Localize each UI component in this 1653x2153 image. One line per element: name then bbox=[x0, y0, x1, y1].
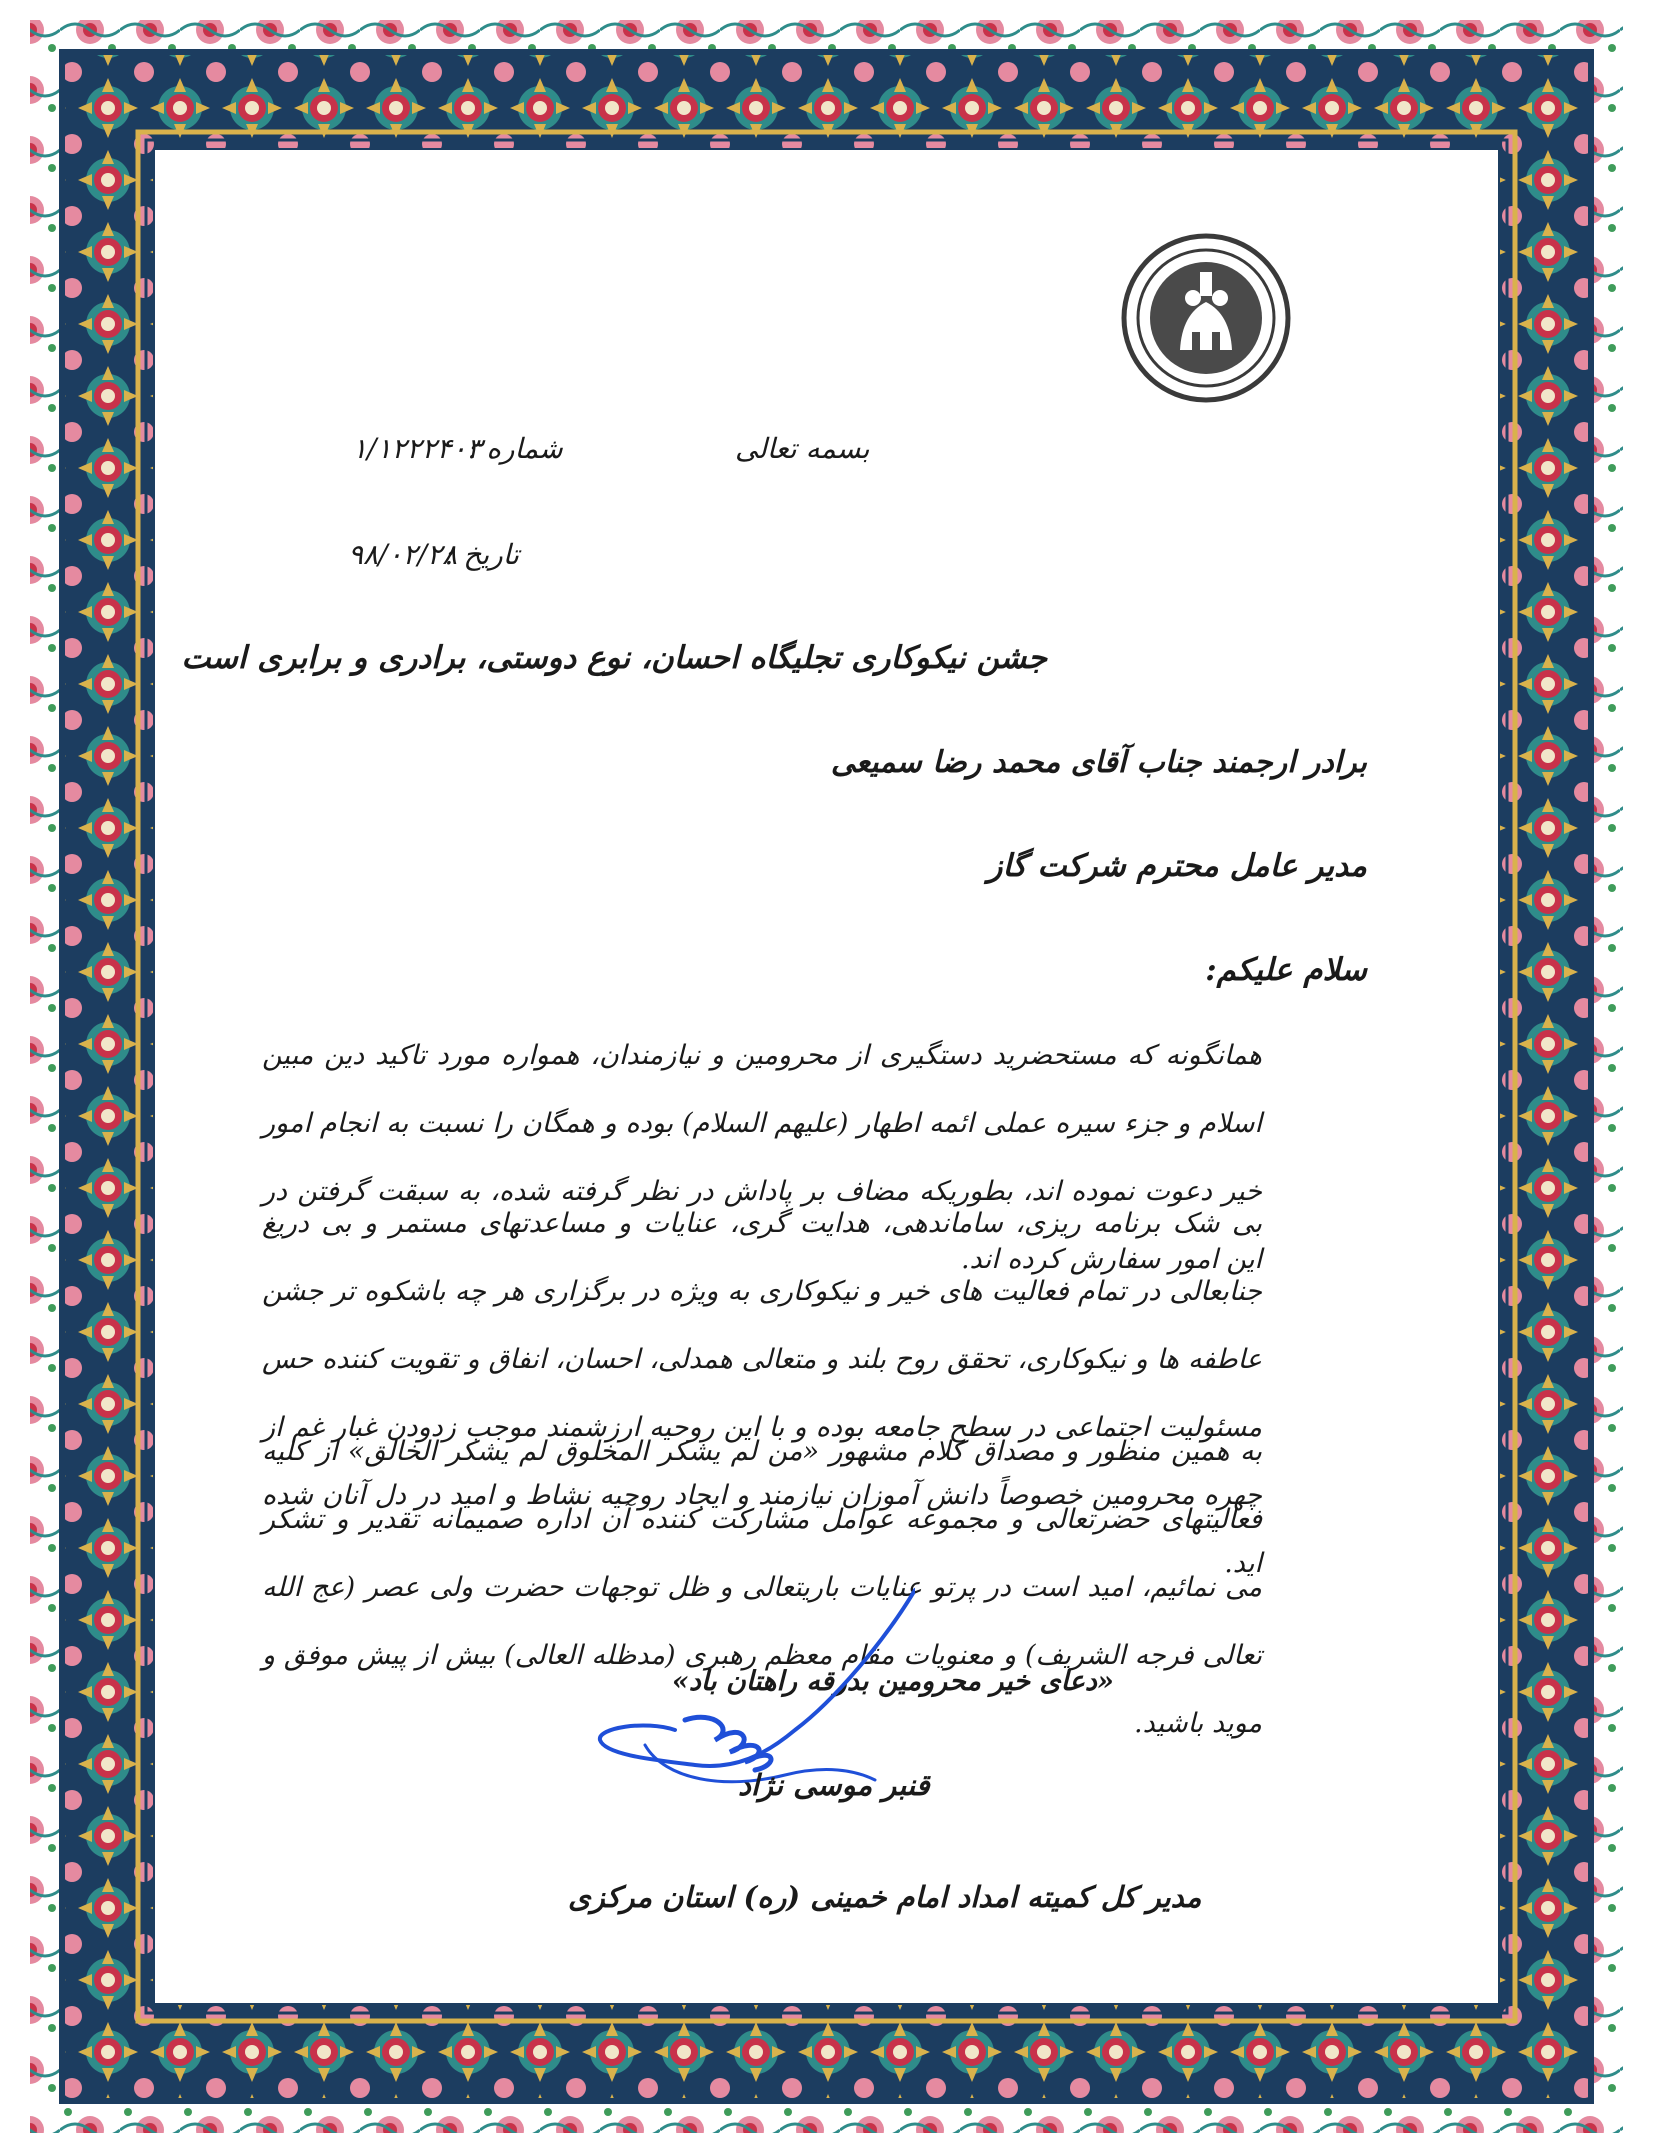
letter-number-label: شماره : bbox=[468, 432, 563, 465]
organization-seal-icon bbox=[1120, 232, 1292, 404]
letter-headline: جشن نیکوکاری تجلیگاه احسان، نوع دوستی، برادری و برابری است bbox=[181, 640, 1047, 676]
closing-prayer: «دعای خیر محرومین بدرقه راهتان باد» bbox=[672, 1666, 1114, 1697]
letter-date-value: ۹۸/۰۲/۲۸ bbox=[348, 538, 458, 571]
letter-number-value: ۱/۱۲۲۲۴۰۳ bbox=[352, 432, 482, 465]
body-paragraph-2: بی شک برنامه ریزی، ساماندهی، هدایت گری، عنایات و مساعدتهای مستمر و بی دریغ جنابعالی در تمام فعالیت های خیر و نیکوکاری به ویژه در برگزاری هر چه باشکوه تر جشن عاطفه ها و نیکوکاری، تحقق روح بلند و متعالی همدلی، احسان، انفاق و تقویت کننده حس مسئولیت اجتماعی در سطح جامعه بوده و با این روحیه ارزشمند موجب زدودن غبار غم از چهره محرومین خصوصاً دانش آموزان نیازمند و ایجاد روحیه نشاط و امید در دل آنان شده اید. bbox=[262, 1208, 1262, 1579]
recipient-title: مدیر عامل محترم شرکت گاز bbox=[987, 848, 1367, 884]
body-paragraph-3: به همین منظور و مصداق کلام مشهور «من لم یشکر المخلوق لم یشکر الخالق» از کلیه فعالیتهای حضرتعالی و مجموعه عوامل مشارکت کننده آن اداره صمیمانه تقدیر و تشکر می نمائیم، امید است در پرتو عنایات باریتعالی و ظل توجهات حضرت ولی عصر (عج الله تعالی فرجه الشریف) و معنویات مقام معظم رهبری (مدظله العالی) بیش از پیش موفق و موید باشید. bbox=[262, 1436, 1262, 1739]
bismillah: بسمه تعالی bbox=[735, 432, 870, 465]
recipient-name: برادر ارجمند جناب آقای محمد رضا سمیعی bbox=[830, 745, 1367, 780]
greeting: سلام علیکم: bbox=[1205, 952, 1367, 988]
signer-title: مدیر کل کمیته امداد امام خمینی (ره) استان مرکزی bbox=[568, 1880, 1202, 1914]
signer-name: قنبر موسی نژاد bbox=[738, 1768, 930, 1802]
body-paragraph-1: همانگونه که مستحضرید دستگیری از محرومین و نیازمندان، همواره مورد تاکید دین مبین اسلام و جزء سیره عملی ائمه اطهار (علیهم السلام) بوده و همگان را نسبت به انجام امور خیر دعوت نموده اند، بطوریکه مضاف بر پاداش در نظر گرفته شده، به سبقت گرفتن در این امور سفارش کرده اند. bbox=[262, 1040, 1262, 1275]
letter-date-label: تاریخ : bbox=[445, 538, 520, 571]
